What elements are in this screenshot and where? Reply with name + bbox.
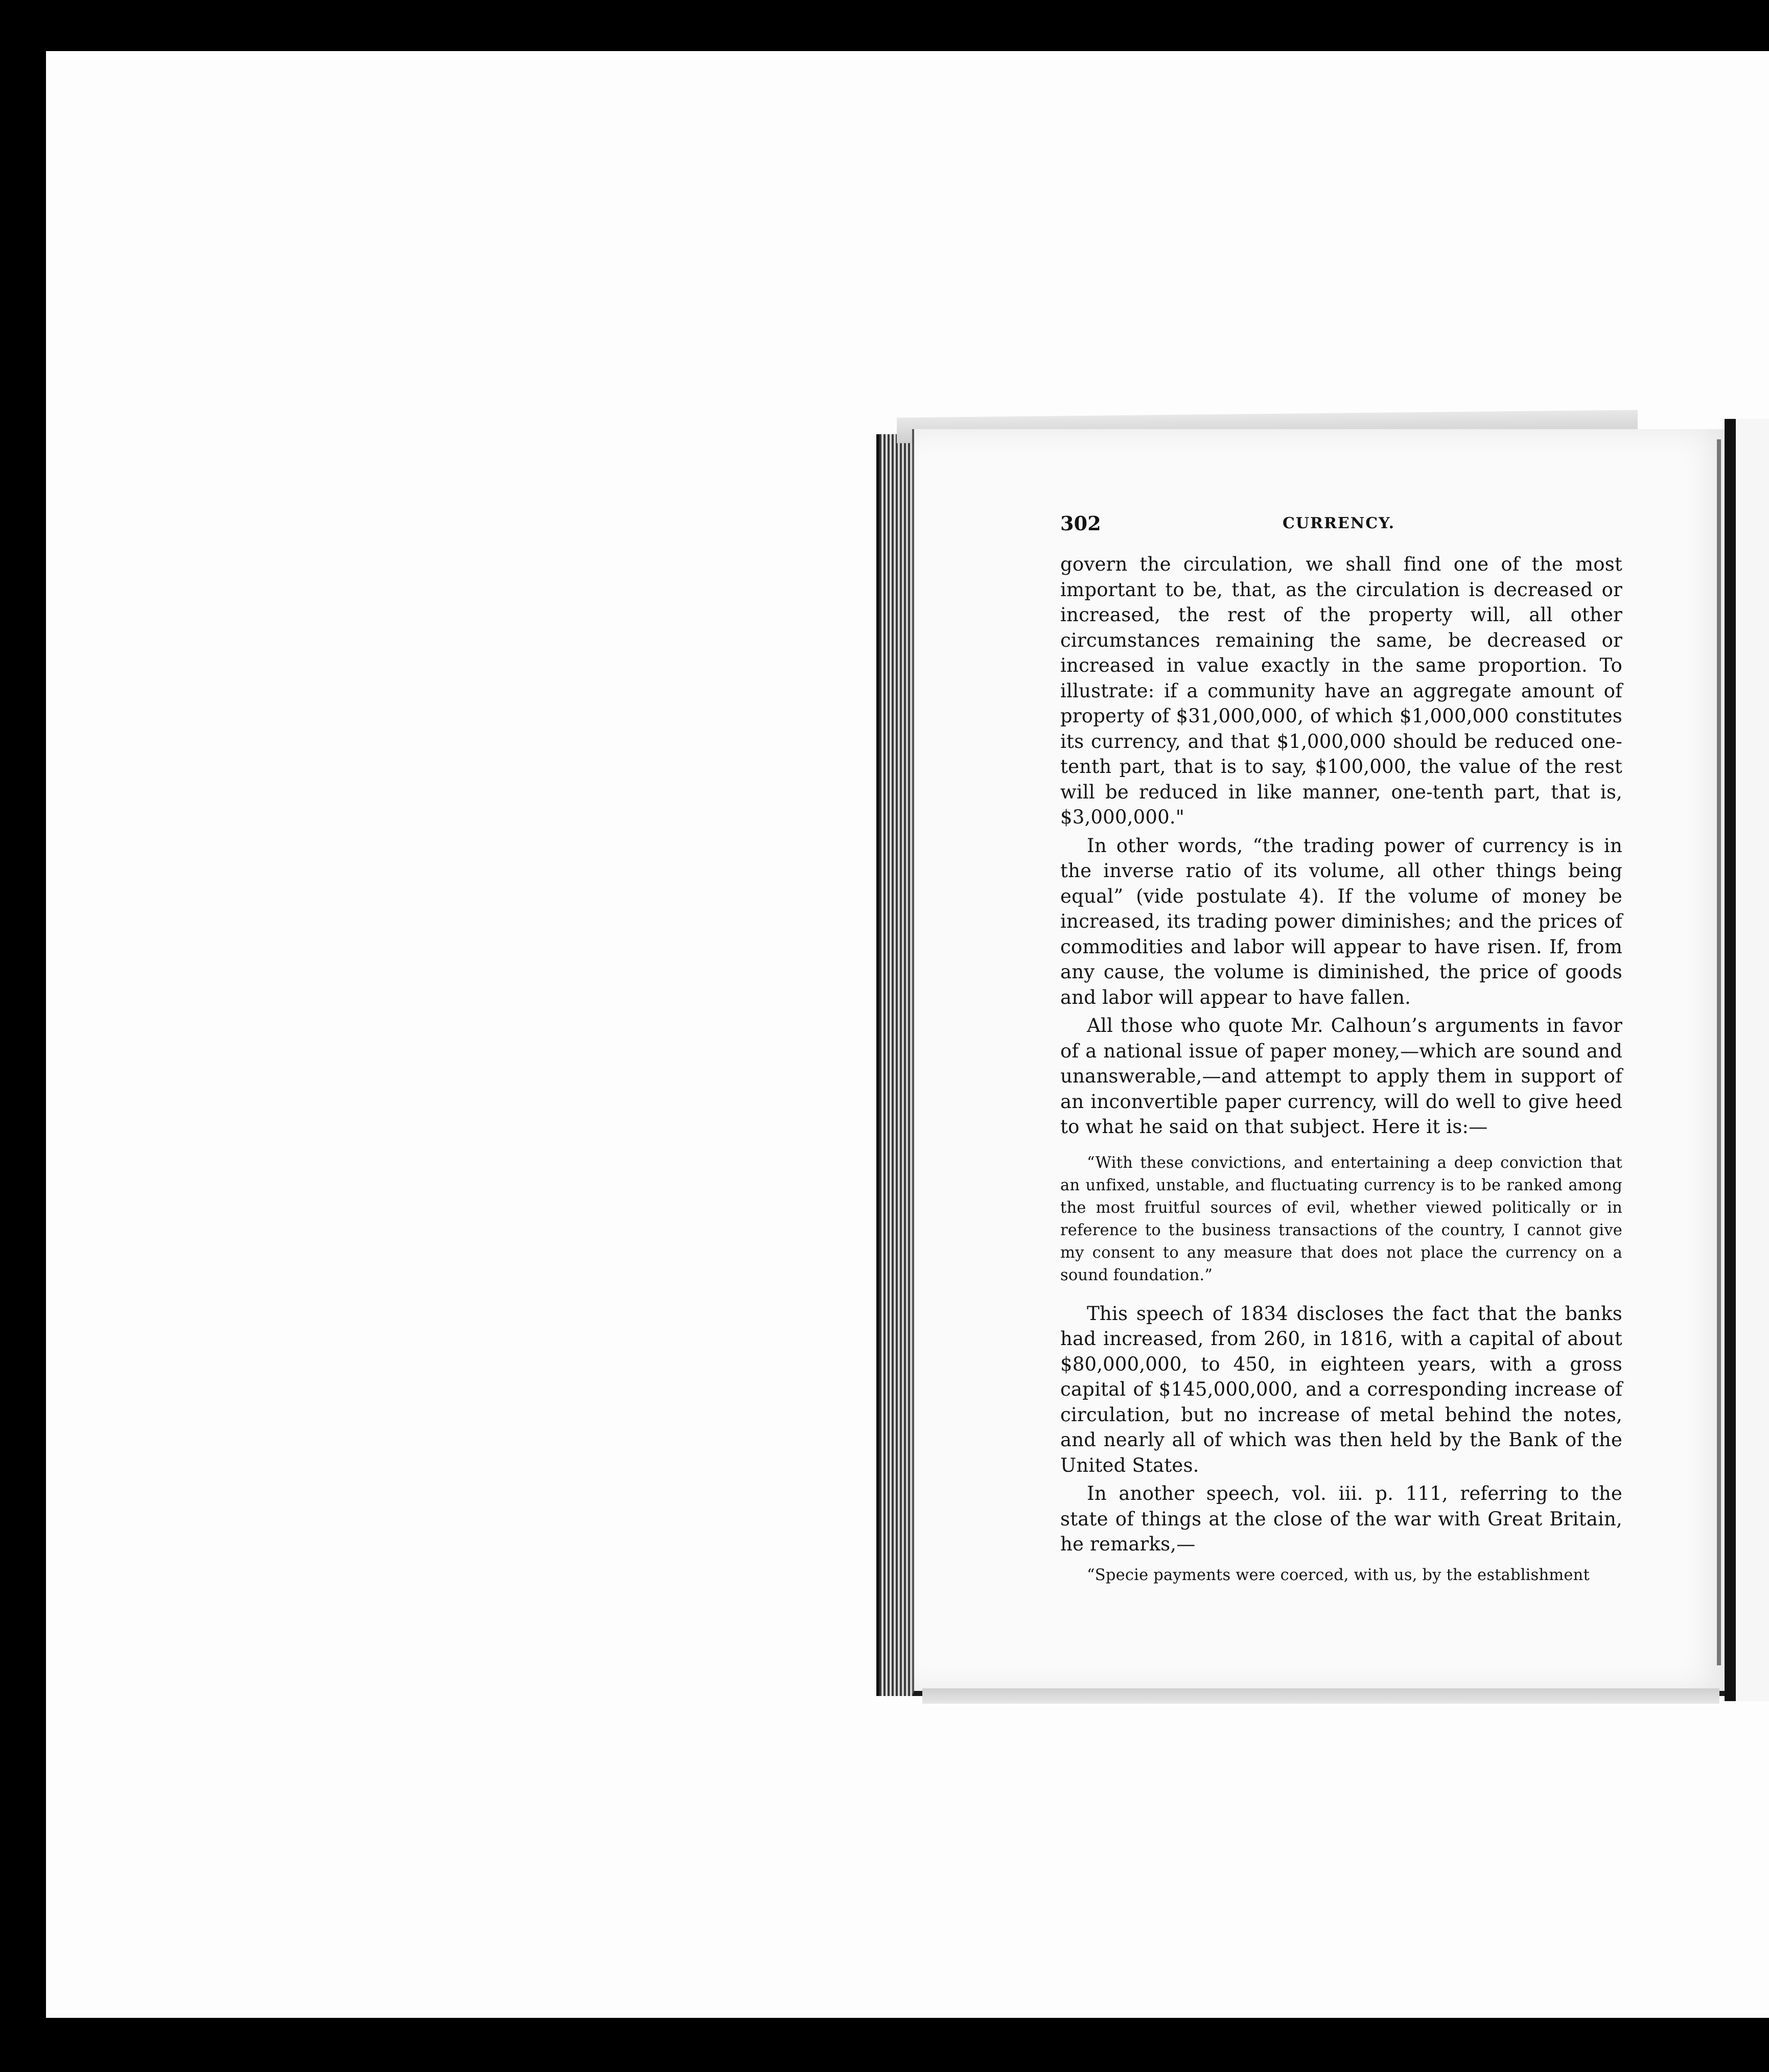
book-bottom-edge	[922, 1688, 1719, 1704]
paragraph-5: In another speech, vol. iii. p. 111, referring to the state of things at the close of the war with Great Britain, he remarks,—	[1060, 1482, 1622, 1555]
paragraph-4: This speech of 1834 discloses the fact that the banks had increased, from 260, in 1816, with a capital of about $80,000,000, to 450, in eighteen years, with a gross capital of $145,000,000, and a corresponding increase of circulation, but no increase of metal behind the notes, and nearly all of which was then held by the Bank of the United States.	[1060, 1302, 1622, 1476]
block-quote-1: “With these convictions, and entertaining a deep conviction that an unfixed, unstable, and fluctuating currency is to be ranked among the most fruitful sources of evil, whether viewed politically or in reference to the business transactions of the country, I cannot give my consent to any measure that does not place the currency on a sound foundation.”	[1060, 1153, 1622, 1284]
running-head	[1060, 511, 1622, 541]
open-book	[876, 409, 1769, 1716]
page-number: 302	[1060, 512, 1101, 535]
paragraph-2: In other words, “the trading power of currency is in the inverse ratio of its volume, all other things being equal” (vide postulate 4). If the volume of money be increased, its trading power diminishes; and the prices of commodities and labor will appear to have risen. If, from any cause, the volume is diminished, the price of goods and labor will appear to have fallen.	[1060, 834, 1622, 1008]
gutter-shadow	[1717, 439, 1721, 1665]
block-quote-2: “Specie payments were coerced, with us, by the establishment	[1087, 1566, 1590, 1584]
paragraph-1: govern the circulation, we shall find one of the most important to be, that, as the circulation is decreased or increased, the rest of the property will, all other circumstances remaining the same, be decreased or increased in value exactly in the same proportion. To illustrate: if a community have an aggregate amount of property of $31,000,000, of which $1,000,000 constitutes its currency, and that $1,000,000 should be reduced one-tenth part, that is to say, $100,000, the value of the rest will be reduced in like manner, one-tenth part, that is, $3,000,000."	[1060, 553, 1622, 828]
page-edges	[876, 434, 915, 1696]
paragraph-3: All those who quote Mr. Calhoun’s arguments in favor of a national issue of paper money,—which are sound and unanswerable,—and attempt to apply them in support of an inconvertible paper currency, will do well to give heed to what he said on that subject. Here it is:—	[1060, 1015, 1622, 1138]
book-gutter	[1725, 419, 1736, 1701]
right-page-edge	[1736, 419, 1769, 1701]
running-title: CURRENCY.	[1283, 514, 1395, 532]
page-text	[1060, 511, 1622, 1584]
